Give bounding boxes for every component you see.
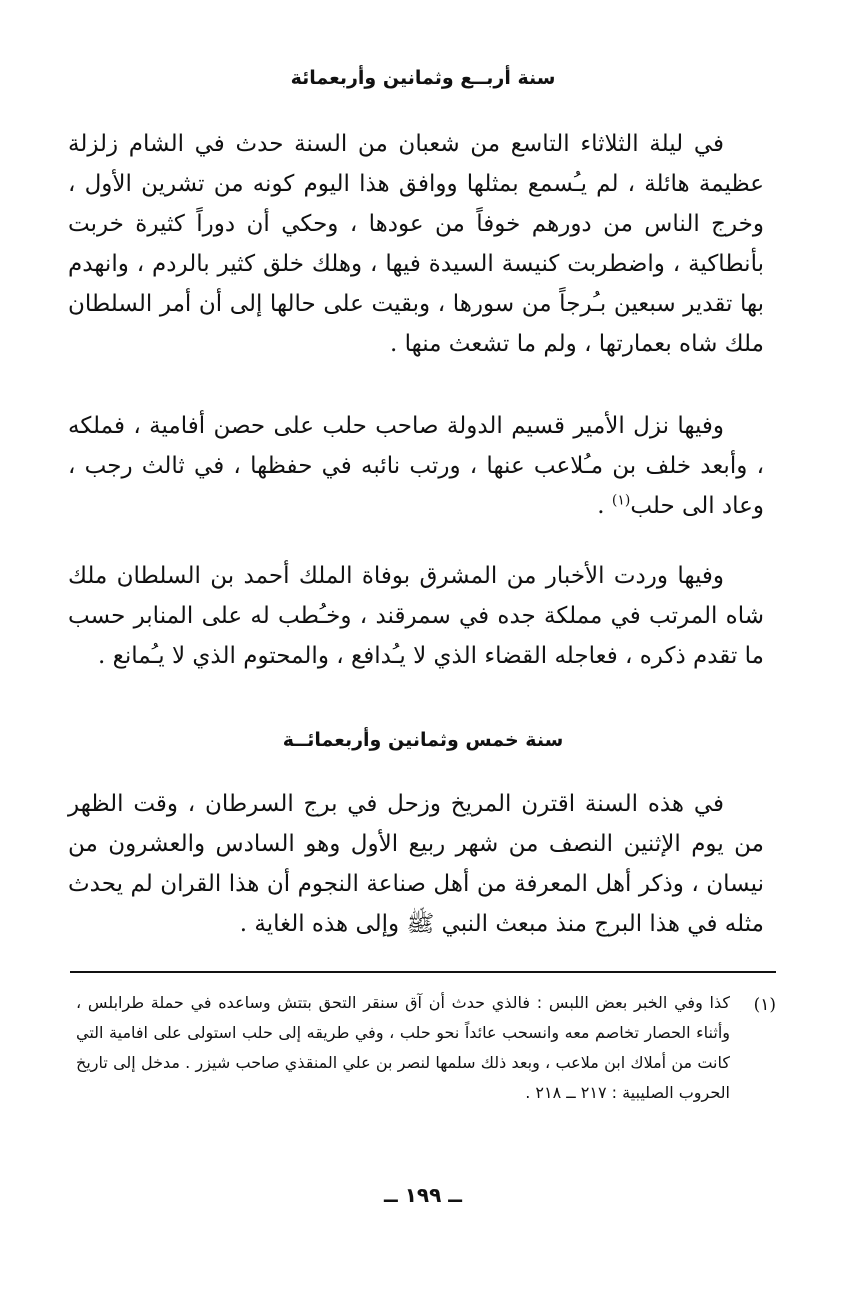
footnote-divider [70, 971, 776, 973]
paragraph-ahmad-death: وفيها وردت الأخبار من المشرق بوفاة الملك أحمد بن السلطان ملك شاه المرتب في مملكة جده في سمرقند ، وخـُطب له على المنابر حسب ما تقدم ذكره ، فعاجله القضاء الذي لا يـُدافع ، والمحتوم الذي لا يـُمانع . [68, 563, 764, 669]
footnote-text: كذا وفي الخبر بعض اللبس : فالذي حدث أن آق سنقر التحق بتتش وساعده في حملة طرابلس ، وأثناء الحصار تخاصم معه وانسحب عائداً نحو حلب ، وفي طريقه إلى حلب استولى على افامية التي كانت من أملاك ابن ملاعب ، وبعد ذلك سلمها لنصر بن علي المنقذي صاحب شيزر . مدخل إلى تاريخ الحروب الصليبية : ٢١٧ ــ ٢١٨ . [76, 993, 730, 1102]
paragraph-afamiya-end: . [597, 493, 612, 519]
paragraph-afamiya [68, 406, 764, 526]
paragraph-afamiya-text: وفيها نزل الأمير قسيم الدولة صاحب حلب على حصن أفامية ، فملكه ، وأبعد خلف بن مـُلاعب عنها ، ورتب نائبه في حفظها ، في ثالث رجب ، وعاد الى حلب [68, 413, 764, 519]
year-484-heading: سنة أربــع وثمانين وأربعمائة [290, 67, 556, 89]
year-485-heading: سنة خمس وثمانين وأربعمائــة [282, 729, 564, 751]
page-number: ــ ١٩٩ ــ [384, 1183, 462, 1207]
footnote-reference: (١) [611, 492, 631, 509]
footnote-marker: (١) [753, 995, 776, 1015]
paragraph-conjunction: في هذه السنة اقترن المريخ وزحل في برج السرطان ، وقت الظهر من يوم الإثنين النصف من شهر ربيع الأول وهو السادس والعشرون من نيسان ، وذكر أهل المعرفة من أهل صناعة النجوم أن هذا القران لم يحدث مثله في هذا البرج منذ مبعث النبي ﷺ وإلى هذه الغاية . [68, 791, 764, 937]
paragraph-earthquake: في ليلة الثلاثاء التاسع من شعبان من السنة حدث في الشام زلزلة عظيمة هائلة ، لم يـُسمع بمثلها ووافق هذا اليوم كونه من تشرين الأول ، وخرج الناس من دورهم خوفاً من عودها ، وحكي أن دوراً كثيرة خربت بأنطاكية ، واضطربت كنيسة السيدة فيها ، وهلك خلق كثير بالردم ، وانهدم بها تقدير سبعين بـُرجاً من سورها ، وبقيت على حالها إلى أن أمر السلطان ملك شاه بعمارتها ، ولم ما تشعث منها . [68, 131, 764, 357]
